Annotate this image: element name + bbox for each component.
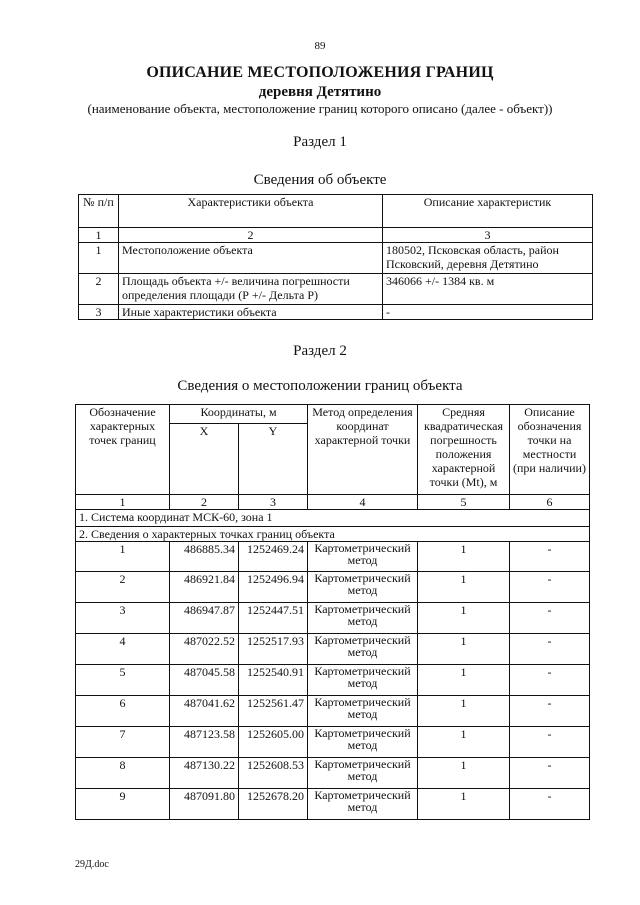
- point-method: Картометрический метод: [308, 665, 418, 696]
- row-description: 180502, Псковская область, район Псковский, деревня Детятино: [383, 243, 593, 274]
- coordinate-system-row: 1. Система координат МСК-60, зона 1: [76, 510, 590, 527]
- column-number: 2: [119, 228, 383, 243]
- point-method: Картометрический метод: [308, 789, 418, 820]
- section-row: [76, 510, 590, 527]
- point-id: 4: [76, 634, 170, 665]
- point-y: 1252517.93: [239, 634, 308, 665]
- row-characteristic: Местоположение объекта: [119, 243, 383, 274]
- column-number: 1: [76, 495, 170, 510]
- table-row: [76, 542, 590, 572]
- point-id: 2: [76, 572, 170, 603]
- object-info-table: [78, 194, 593, 320]
- point-method: Картометрический метод: [308, 603, 418, 634]
- column-number: 5: [418, 495, 510, 510]
- point-y: 1252608.53: [239, 758, 308, 789]
- point-description: -: [510, 696, 590, 727]
- header-error: Средняя квадратическая погрешность положения характерной точки (Mt), м: [418, 405, 510, 495]
- point-y: 1252561.47: [239, 696, 308, 727]
- point-description: -: [510, 665, 590, 696]
- column-number: 3: [383, 228, 593, 243]
- point-y: 1252605.00: [239, 727, 308, 758]
- point-method: Картометрический метод: [308, 572, 418, 603]
- point-error: 1: [418, 603, 510, 634]
- point-error: 1: [418, 696, 510, 727]
- row-number: 1: [79, 243, 119, 274]
- point-error: 1: [418, 789, 510, 820]
- point-x: 487041.62: [170, 696, 239, 727]
- point-method: Картометрический метод: [308, 758, 418, 789]
- table-row: [79, 274, 593, 305]
- point-id: 3: [76, 603, 170, 634]
- point-method: Картометрический метод: [308, 542, 418, 572]
- table-header-row: [79, 195, 593, 228]
- point-description: -: [510, 542, 590, 572]
- points-heading-row: 2. Сведения о характерных точках границ объекта: [76, 527, 590, 542]
- point-id: 9: [76, 789, 170, 820]
- point-method: Картометрический метод: [308, 634, 418, 665]
- header-x: X: [170, 424, 239, 495]
- table-row: [76, 603, 590, 634]
- table-row: [76, 758, 590, 789]
- point-error: 1: [418, 758, 510, 789]
- point-description: -: [510, 572, 590, 603]
- point-y: 1252496.94: [239, 572, 308, 603]
- point-y: 1252678.20: [239, 789, 308, 820]
- point-error: 1: [418, 665, 510, 696]
- point-id: 7: [76, 727, 170, 758]
- table-row: [76, 665, 590, 696]
- point-method: Картометрический метод: [308, 696, 418, 727]
- column-number: 4: [308, 495, 418, 510]
- point-description: -: [510, 634, 590, 665]
- document-subtitle: деревня Детятино: [258, 84, 382, 100]
- document-note: (наименование объекта, местоположение границ которого описано (далее - объект)): [87, 101, 553, 116]
- footer-filename: 29Д.doc: [75, 859, 109, 870]
- point-id: 1: [76, 542, 170, 572]
- row-number: 2: [79, 274, 119, 305]
- row-description: -: [383, 305, 593, 320]
- table-row: [76, 696, 590, 727]
- section1-heading: Сведения об объекте: [253, 172, 387, 188]
- point-id: 8: [76, 758, 170, 789]
- point-y: 1252447.51: [239, 603, 308, 634]
- header-number: № п/п: [79, 195, 119, 228]
- point-x: 487022.52: [170, 634, 239, 665]
- point-error: 1: [418, 727, 510, 758]
- column-number: 3: [239, 495, 308, 510]
- header-method: Метод определения координат характерной точки: [308, 405, 418, 495]
- header-description: Описание обозначения точки на местности (при наличии): [510, 405, 590, 495]
- page-number: 89: [314, 40, 326, 52]
- section-row: [76, 527, 590, 542]
- column-number: 6: [510, 495, 590, 510]
- column-number: 2: [170, 495, 239, 510]
- column-numbers-row: [76, 495, 590, 510]
- table-row: [76, 727, 590, 758]
- point-error: 1: [418, 542, 510, 572]
- boundary-points-table: [75, 404, 590, 820]
- point-error: 1: [418, 634, 510, 665]
- table-row: [76, 789, 590, 820]
- point-x: 486947.87: [170, 603, 239, 634]
- document-title: ОПИСАНИЕ МЕСТОПОЛОЖЕНИЯ ГРАНИЦ: [146, 64, 494, 81]
- point-x: 486921.84: [170, 572, 239, 603]
- row-description: 346066 +/- 1384 кв. м: [383, 274, 593, 305]
- point-error: 1: [418, 572, 510, 603]
- point-x: 487045.58: [170, 665, 239, 696]
- point-x: 487123.58: [170, 727, 239, 758]
- header-y: Y: [239, 424, 308, 495]
- point-description: -: [510, 789, 590, 820]
- row-characteristic: Площадь объекта +/- величина погрешности определения площади (Р +/- Дельта Р): [119, 274, 383, 305]
- table-row: [76, 634, 590, 665]
- point-y: 1252540.91: [239, 665, 308, 696]
- point-id: 6: [76, 696, 170, 727]
- header-characteristics: Характеристики объекта: [119, 195, 383, 228]
- header-coordinates: Координаты, м: [170, 405, 308, 424]
- point-description: -: [510, 603, 590, 634]
- row-number: 3: [79, 305, 119, 320]
- section2-heading: Сведения о местоположении границ объекта: [177, 378, 463, 394]
- table-row: [76, 572, 590, 603]
- point-x: 487130.22: [170, 758, 239, 789]
- point-x: 486885.34: [170, 542, 239, 572]
- section1-title: Раздел 1: [293, 134, 347, 150]
- point-method: Картометрический метод: [308, 727, 418, 758]
- column-numbers-row: [79, 228, 593, 243]
- column-number: 1: [79, 228, 119, 243]
- table-row: [79, 243, 593, 274]
- row-characteristic: Иные характеристики объекта: [119, 305, 383, 320]
- section2-title: Раздел 2: [293, 343, 347, 359]
- point-y: 1252469.24: [239, 542, 308, 572]
- header-description: Описание характеристик: [383, 195, 593, 228]
- table-header-row: [76, 405, 590, 424]
- header-point: Обозначение характерных точек границ: [76, 405, 170, 495]
- table-row: [79, 305, 593, 320]
- point-description: -: [510, 758, 590, 789]
- point-description: -: [510, 727, 590, 758]
- point-id: 5: [76, 665, 170, 696]
- point-x: 487091.80: [170, 789, 239, 820]
